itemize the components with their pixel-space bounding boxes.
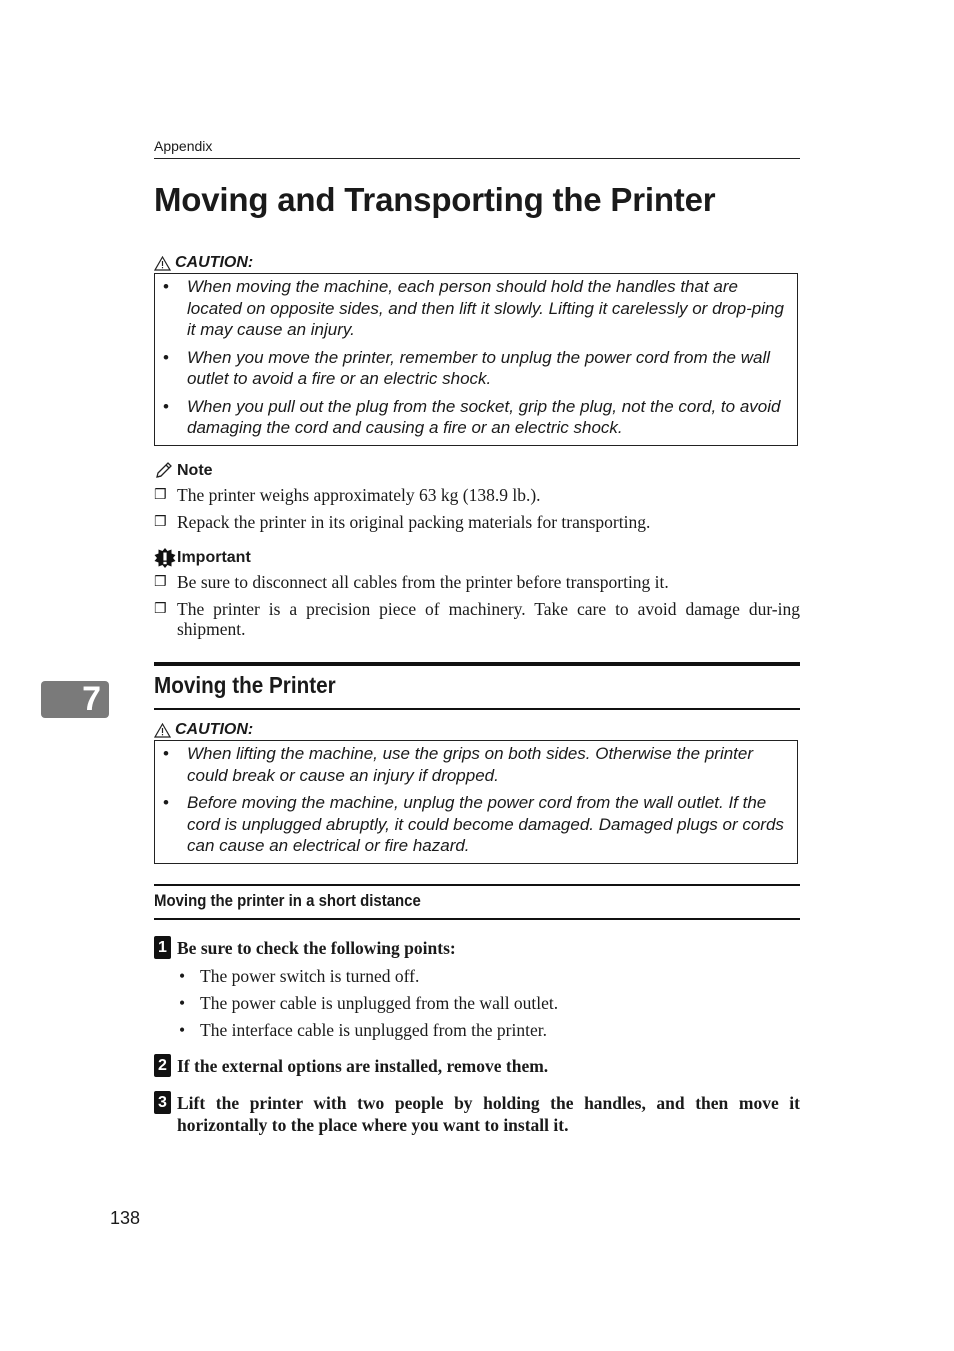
important-item [154, 572, 800, 593]
checkbox-icon: ❒ [154, 514, 167, 530]
caution-block-2 [154, 720, 798, 864]
section-rule-bottom [154, 708, 800, 710]
important-item [154, 599, 800, 639]
bullet: • [179, 965, 186, 986]
caution-label: CAUTION: [175, 721, 254, 738]
step-number-badge: 1 [154, 936, 171, 959]
bullet: • [163, 744, 169, 763]
step-1 [154, 938, 800, 1041]
step-number-badge: 3 [154, 1091, 171, 1114]
step-3 [154, 1093, 800, 1136]
pencil-icon [154, 462, 174, 480]
running-head: Appendix [154, 138, 213, 154]
important-block [154, 548, 800, 645]
bullet: • [179, 1019, 186, 1040]
warning-triangle-icon [154, 256, 171, 271]
step-bullet-text: The power cable is unplugged from the wall outlet. [200, 992, 559, 1013]
note-label: Note [177, 462, 213, 479]
checkbox-icon: ❒ [154, 574, 167, 590]
note-item [154, 512, 800, 533]
step-bullet [179, 966, 800, 987]
bullet: • [163, 277, 169, 296]
caution-text: Before moving the machine, unplug the power cord from the wall outlet. If the cord is unplugged abruptly, it could become damaged. Damaged plugs or cords can cause an electrical or fire hazard. [187, 793, 784, 855]
note-block [154, 461, 800, 539]
caution-heading [154, 253, 798, 273]
caution-item [163, 743, 789, 786]
warning-triangle-icon [154, 723, 171, 738]
checkbox-icon: ❒ [154, 487, 167, 503]
section-rule-top [154, 662, 800, 666]
caution-item [163, 792, 789, 857]
caution-text: When you pull out the plug from the socket, grip the plug, not the cord, to avoid damaging the cord and causing a fire or an electric shock. [187, 396, 781, 437]
bullet: • [163, 396, 169, 416]
step-bullet-text: The power switch is turned off. [200, 965, 420, 986]
bullet: • [179, 992, 186, 1013]
caution-text: When moving the machine, each person should hold the handles that are located on opposite sides, and then lift it slowly. Lifting it carelessly or drop-ping it may cause an injury. [187, 277, 784, 339]
checkbox-icon: ❒ [154, 601, 167, 617]
important-badge-icon [154, 548, 176, 568]
step-bullet-text: The interface cable is unplugged from the printer. [200, 1019, 547, 1040]
page-number: 138 [110, 1208, 141, 1228]
caution-box [154, 740, 798, 864]
note-item [154, 485, 800, 506]
step-2 [154, 1056, 800, 1078]
subsection-title: Moving the printer in a short distance [154, 891, 421, 910]
note-heading [154, 461, 800, 481]
step-text: Lift the printer with two people by holding the handles, and then move it horizontally to the place where you want to install it. [177, 1093, 800, 1135]
caution-item [163, 347, 789, 390]
caution-heading [154, 720, 798, 740]
header-rule [154, 158, 800, 159]
note-text: The printer weighs approximately 63 kg (138.9 lb.). [177, 485, 541, 505]
important-text: Be sure to disconnect all cables from the printer before transporting it. [177, 572, 669, 592]
important-heading [154, 548, 800, 568]
section-title: Moving the Printer [154, 672, 336, 698]
step-text: If the external options are installed, remove them. [177, 1056, 549, 1076]
page-title: Moving and Transporting the Printer [154, 181, 716, 218]
caution-block-1 [154, 253, 798, 446]
caution-text: When you move the printer, remember to unplug the power cord from the wall outlet to avoid a fire or an electric shock. [187, 347, 771, 388]
caution-box [154, 273, 798, 446]
subsection-rule-bottom [154, 918, 800, 920]
step-bullet [179, 993, 800, 1014]
step-bullet [179, 1020, 800, 1041]
bullet: • [163, 793, 169, 812]
bullet: • [163, 347, 169, 367]
step-bullet-list [179, 966, 800, 1041]
chapter-tab: 7 [41, 681, 109, 718]
caution-label: CAUTION: [175, 254, 254, 271]
step-number-badge: 2 [154, 1054, 171, 1077]
caution-item [163, 276, 789, 341]
caution-item [163, 396, 789, 439]
note-text: Repack the printer in its original packing materials for transporting. [177, 512, 651, 532]
caution-text: When lifting the machine, use the grips on both sides. Otherwise the printer could break or cause an injury if dropped. [187, 744, 754, 785]
important-label: Important [177, 549, 251, 566]
step-text: Be sure to check the following points: [177, 938, 456, 958]
important-text: The printer is a precision piece of machinery. Take care to avoid damage dur-ing shipment. [177, 599, 800, 639]
subsection-rule-top [154, 884, 800, 886]
